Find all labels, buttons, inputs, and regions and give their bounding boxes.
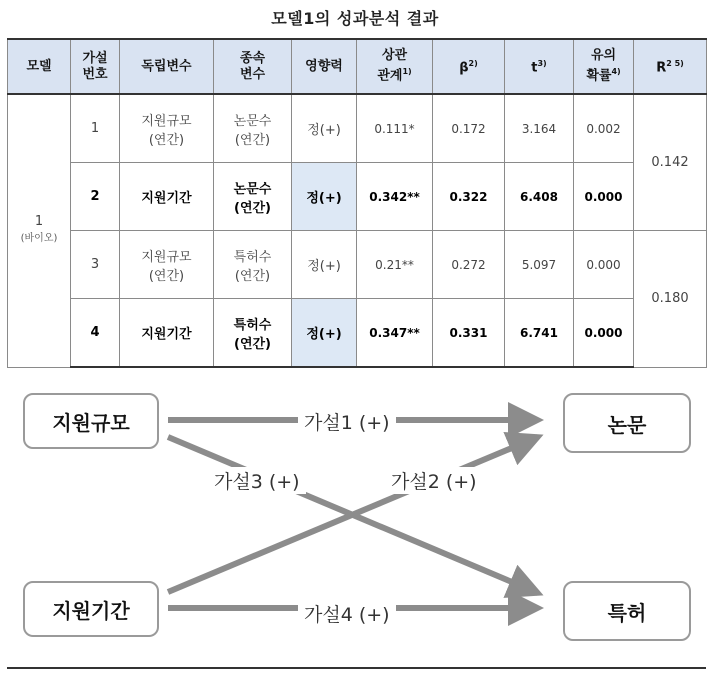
label-h3: 가설3 (+) (208, 467, 306, 494)
independent-var: 지원규모 (연간) (120, 231, 214, 299)
influence: 정(+) (292, 231, 357, 299)
header-hypothesis-no: 가설 번호 (71, 39, 120, 94)
node-support-scale: 지원규모 (23, 393, 159, 449)
dependent-var: 특허수 (연간) (214, 231, 292, 299)
independent-var: 지원기간 (120, 163, 214, 231)
dependent-var: 논문수 (연간) (214, 94, 292, 163)
hypothesis-no: 4 (71, 299, 120, 368)
node-papers: 논문 (563, 393, 691, 453)
beta: 0.172 (433, 94, 505, 163)
header-significance: 유의 확률$^{4)}$ (574, 39, 634, 94)
influence: 정(+) (292, 94, 357, 163)
beta: 0.272 (433, 231, 505, 299)
page-title: 모델1의 성과분석 결과 (271, 9, 439, 28)
hypothesis-diagram (0, 375, 710, 675)
p-value: 0.002 (574, 94, 634, 163)
table-row (8, 163, 707, 231)
r2-value: 0.142 (634, 94, 707, 231)
model-number: 1 (34, 214, 44, 230)
header-influence: 영향력 (292, 39, 357, 94)
table-row (8, 231, 707, 299)
header-correlation: 상관 관계$^{1)}$ (357, 39, 433, 94)
table-row (8, 94, 707, 163)
header-beta: $\beta^{2)}$ (433, 39, 505, 94)
p-value: 0.000 (574, 299, 634, 368)
p-value: 0.000 (574, 231, 634, 299)
influence: 정(+) (292, 299, 357, 368)
table-header-row (8, 39, 707, 94)
correlation: 0.111* (357, 94, 433, 163)
results-table (7, 38, 707, 368)
t-value: 5.097 (505, 231, 574, 299)
hypothesis-no: 3 (71, 231, 120, 299)
hypothesis-no: 1 (71, 94, 120, 163)
label-h2: 가설2 (+) (385, 467, 483, 494)
header-independent: 독립변수 (120, 39, 214, 94)
header-r2: $R^{2 5)}$ (634, 39, 707, 94)
r2-value: 0.180 (634, 231, 707, 368)
p-value: 0.000 (574, 163, 634, 231)
t-value: 6.408 (505, 163, 574, 231)
dependent-var: 논문수 (연간) (214, 163, 292, 231)
correlation: 0.342** (357, 163, 433, 231)
independent-var: 지원기간 (120, 299, 214, 368)
table-row (8, 299, 707, 368)
label-h1: 가설1 (+) (298, 408, 396, 435)
model-cell (8, 94, 71, 367)
correlation: 0.21** (357, 231, 433, 299)
header-t: $t^{3)}$ (505, 39, 574, 94)
node-support-period: 지원기간 (23, 581, 159, 637)
beta: 0.322 (433, 163, 505, 231)
independent-var: 지원규모 (연간) (120, 94, 214, 163)
label-h4: 가설4 (+) (298, 600, 396, 627)
node-patents: 특허 (563, 581, 691, 641)
dependent-var: 특허수 (연간) (214, 299, 292, 368)
bottom-divider (7, 667, 706, 669)
header-dependent: 종속 변수 (214, 39, 292, 94)
hypothesis-no: 2 (71, 163, 120, 231)
model-label: (바이오) (20, 233, 58, 245)
header-model: 모델 (8, 39, 71, 94)
t-value: 6.741 (505, 299, 574, 368)
beta: 0.331 (433, 299, 505, 368)
influence: 정(+) (292, 163, 357, 231)
correlation: 0.347** (357, 299, 433, 368)
t-value: 3.164 (505, 94, 574, 163)
